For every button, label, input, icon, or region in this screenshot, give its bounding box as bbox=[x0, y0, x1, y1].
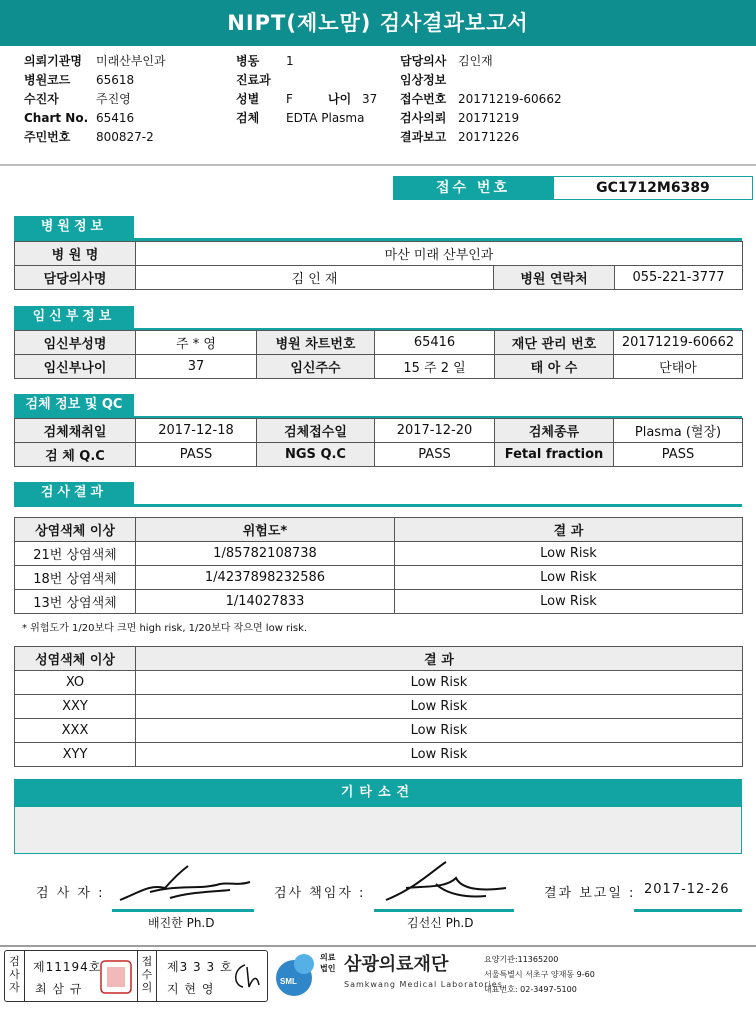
meta-label: Chart No. bbox=[24, 111, 89, 125]
receive-date-value: 2017-12-20 bbox=[375, 419, 495, 443]
fetal-fraction-label: Fetal fraction bbox=[495, 443, 614, 467]
report-date-value: 2017-12-26 bbox=[644, 882, 730, 897]
result-cell: Low Risk bbox=[395, 590, 743, 614]
meta-value: 65416 bbox=[96, 111, 135, 125]
result-cell: Low Risk bbox=[136, 671, 743, 695]
specimen-qc-value: PASS bbox=[136, 443, 257, 467]
table-row bbox=[15, 590, 743, 614]
result-cell: Low Risk bbox=[395, 542, 743, 566]
table-row bbox=[15, 695, 743, 719]
column-header: 결 과 bbox=[395, 518, 743, 542]
section-results: 검사결과 bbox=[14, 482, 134, 504]
gest-weeks-label: 임신주수 bbox=[257, 355, 375, 379]
meta-label: 수진자 bbox=[24, 92, 59, 106]
tester-vertical-label: 검사자 bbox=[5, 951, 25, 1001]
org-prefix-text: 의료법인 bbox=[320, 953, 336, 973]
certification-box bbox=[4, 950, 268, 1002]
supervisor-name: 김선신 Ph.D bbox=[407, 916, 474, 930]
hospital-value: 마산 미래 산부인과 bbox=[136, 242, 743, 266]
chromosome-cell: 18번 상염색체 bbox=[15, 566, 136, 590]
column-header: 성염색체 이상 bbox=[15, 647, 136, 671]
other-findings-body bbox=[14, 807, 742, 854]
fetus-count-label: 태 아 수 bbox=[495, 355, 614, 379]
collect-date-value: 2017-12-18 bbox=[136, 419, 257, 443]
chromosome-cell: 13번 상염색체 bbox=[15, 590, 136, 614]
org-info-line: 대표번호: 02-3497-5100 bbox=[484, 985, 577, 994]
org-info-line: 서울특별시 서초구 양재동 9-60 bbox=[484, 970, 595, 979]
column-header: 위험도* bbox=[136, 518, 395, 542]
risk-cell: 1/14027833 bbox=[136, 590, 395, 614]
table-row bbox=[15, 719, 743, 743]
ngs-qc-label: NGS Q.C bbox=[257, 443, 375, 467]
section-hospital-info: 병원정보 bbox=[14, 216, 134, 238]
org-info bbox=[484, 952, 595, 997]
column-header: 결 과 bbox=[136, 647, 743, 671]
section-specimen-info: 검체 정보 및 QC bbox=[14, 394, 134, 416]
section-other-findings: 기타소견 bbox=[14, 779, 742, 807]
tester-license-no: 제11194호 bbox=[33, 960, 102, 974]
meta-label: 나이 bbox=[328, 92, 352, 106]
org-name-english: Samkwang Medical Laboratories bbox=[344, 980, 503, 989]
supervisor-label: 검사 책임자 : bbox=[274, 886, 366, 901]
meta-value: 20171226 bbox=[458, 130, 520, 144]
meta-label: 담당의사 bbox=[400, 54, 447, 68]
seal-stamp bbox=[99, 959, 133, 995]
report-date-label: 결과 보고일 : bbox=[544, 886, 636, 901]
fetal-fraction-value: PASS bbox=[614, 443, 743, 467]
meta-value: 800827-2 bbox=[96, 130, 154, 144]
org-info-line: 요양기관:11365200 bbox=[484, 955, 559, 964]
hospital-label: 병 원 명 bbox=[15, 242, 136, 266]
result-cell: Low Risk bbox=[136, 743, 743, 767]
meta-label: 임상정보 bbox=[400, 73, 447, 87]
sml-logo-text: SML bbox=[280, 977, 297, 986]
meta-label: 병원코드 bbox=[24, 73, 71, 87]
specimen-info-table bbox=[14, 418, 743, 467]
meta-label: 진료과 bbox=[236, 73, 271, 87]
meta-value: 37 bbox=[362, 92, 378, 106]
accession-label: 접수 번호 bbox=[393, 176, 553, 200]
meta-value: 김인재 bbox=[458, 54, 493, 68]
meta-label: 주민번호 bbox=[24, 130, 71, 144]
supervisor-signature bbox=[376, 858, 516, 908]
patient-name-label: 임신부성명 bbox=[15, 331, 136, 355]
fetus-count-value: 단태아 bbox=[614, 355, 743, 379]
section-underline bbox=[14, 504, 742, 507]
risk-cell: 1/85782108738 bbox=[136, 542, 395, 566]
receiver-signature bbox=[227, 959, 263, 993]
result-cell: Low Risk bbox=[395, 566, 743, 590]
karyotype-cell: XYY bbox=[15, 743, 136, 767]
mgmt-no-label: 재단 관리 번호 bbox=[495, 331, 614, 355]
doctor-value: 김 인 재 bbox=[136, 266, 494, 290]
table-row bbox=[15, 671, 743, 695]
doctor-label: 담당의사명 bbox=[15, 266, 136, 290]
tester-sign-line bbox=[112, 909, 254, 912]
karyotype-cell: XO bbox=[15, 671, 136, 695]
result-cell: Low Risk bbox=[136, 719, 743, 743]
tester-label: 검 사 자 : bbox=[36, 886, 105, 901]
meta-value: 20171219-60662 bbox=[458, 92, 562, 106]
table-row bbox=[15, 566, 743, 590]
meta-label: 의뢰기관명 bbox=[24, 54, 82, 68]
report-meta bbox=[0, 52, 756, 164]
divider bbox=[0, 164, 756, 166]
meta-value: 20171219 bbox=[458, 111, 520, 125]
section-patient-info: 임신부정보 bbox=[14, 306, 134, 328]
meta-value: 1 bbox=[286, 54, 294, 68]
gest-weeks-value: 15 주 2 일 bbox=[375, 355, 495, 379]
footer-divider bbox=[0, 945, 756, 947]
patient-name-value: 주 * 영 bbox=[136, 331, 257, 355]
contact-label: 병원 연락처 bbox=[494, 266, 615, 290]
ngs-qc-value: PASS bbox=[375, 443, 495, 467]
report-title: NIPT(제노맘) 검사결과보고서 bbox=[0, 0, 756, 46]
specimen-qc-label: 검 체 Q.C bbox=[15, 443, 136, 467]
meta-label: 결과보고 bbox=[400, 130, 447, 144]
meta-label: 성별 bbox=[236, 92, 260, 106]
meta-col-2 bbox=[236, 52, 377, 128]
sex-chromosome-results-table bbox=[14, 646, 743, 767]
org-prefix bbox=[320, 952, 338, 974]
hospital-info-table bbox=[14, 241, 743, 290]
meta-value: 65618 bbox=[96, 73, 135, 87]
result-cell: Low Risk bbox=[136, 695, 743, 719]
contact-value: 055-221-3777 bbox=[615, 266, 743, 290]
meta-value: F bbox=[286, 92, 293, 106]
chart-no-value: 65416 bbox=[375, 331, 495, 355]
chart-no-label: 병원 차트번호 bbox=[257, 331, 375, 355]
receive-date-label: 검체접수일 bbox=[257, 419, 375, 443]
karyotype-cell: XXX bbox=[15, 719, 136, 743]
sml-logo-icon bbox=[272, 952, 318, 998]
patient-age-label: 임신부나이 bbox=[15, 355, 136, 379]
receiver-license-name: 지 현 영 bbox=[167, 982, 215, 996]
specimen-type-label: 검체종류 bbox=[495, 419, 614, 443]
report-date-line bbox=[634, 909, 742, 912]
meta-label: 검사의뢰 bbox=[400, 111, 447, 125]
meta-value: EDTA Plasma bbox=[286, 111, 365, 125]
receiver-license-no: 제3 3 3 호 bbox=[167, 960, 233, 974]
tester-license-name: 최 삼 규 bbox=[35, 982, 83, 996]
meta-col-1 bbox=[24, 52, 166, 147]
risk-cell: 1/4237898232586 bbox=[136, 566, 395, 590]
meta-label: 검체 bbox=[236, 111, 260, 125]
meta-value: 미래산부인과 bbox=[96, 54, 166, 68]
chromosome-cell: 21번 상염색체 bbox=[15, 542, 136, 566]
tester-signature bbox=[110, 862, 260, 908]
org-name: 삼광의료재단 bbox=[344, 954, 449, 975]
accession-value: GC1712M6389 bbox=[553, 176, 753, 200]
patient-info-table bbox=[14, 330, 743, 379]
table-row bbox=[15, 542, 743, 566]
column-header: 상염색체 이상 bbox=[15, 518, 136, 542]
meta-col-3 bbox=[400, 52, 562, 147]
table-row bbox=[15, 743, 743, 767]
meta-label: 접수번호 bbox=[400, 92, 447, 106]
specimen-type-value: Plasma (혈장) bbox=[614, 419, 743, 443]
karyotype-cell: XXY bbox=[15, 695, 136, 719]
patient-age-value: 37 bbox=[136, 355, 257, 379]
receiver-vertical-label: 접수의 bbox=[137, 951, 157, 1001]
meta-value: 주진영 bbox=[96, 92, 131, 106]
tester-name: 배진한 Ph.D bbox=[148, 916, 215, 930]
mgmt-no-value: 20171219-60662 bbox=[614, 331, 743, 355]
autosome-results-table bbox=[14, 517, 743, 614]
risk-footnote: * 위험도가 1/20보다 크면 high risk, 1/20보다 작으면 low risk. bbox=[22, 623, 308, 634]
meta-label: 병동 bbox=[236, 54, 260, 68]
supervisor-sign-line bbox=[374, 909, 514, 912]
collect-date-label: 검체채취일 bbox=[15, 419, 136, 443]
